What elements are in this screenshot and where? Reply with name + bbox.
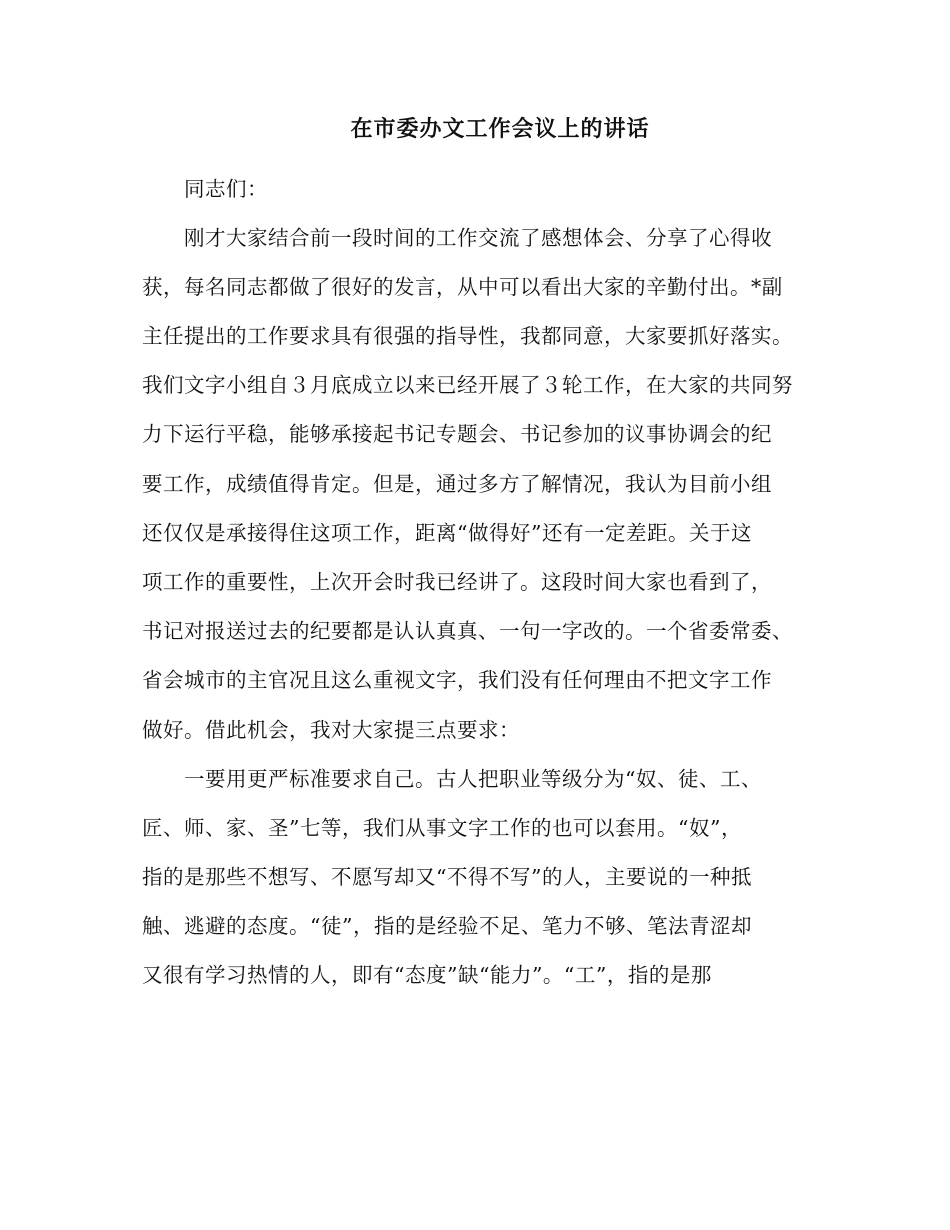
paragraph-line: 还仅仅是承接得住这项工作，距离“做得好”还有一定差距。关于这 <box>142 521 752 545</box>
paragraph-line: 要工作，成绩值得肯定。但是，通过多方了解情况，我认为目前小组 <box>142 472 772 496</box>
document-title: 在市委办文工作会议上的讲话 <box>350 116 650 142</box>
paragraph-line: 省会城市的主官况且这么重视文字，我们没有任何理由不把文字工作 <box>142 668 772 692</box>
paragraph-line: 指的是那些不想写、不愿写却又“不得不写”的人，主要说的一种抵 <box>142 865 752 889</box>
paragraph-line: 我们文字小组自３月底成立以来已经开展了３轮工作，在大家的共同努 <box>142 373 793 397</box>
paragraph-line: 匠、师、家、圣”七等，我们从事文字工作的也可以套用。“奴”， <box>142 816 742 840</box>
paragraph-line: 刚才大家结合前一段时间的工作交流了感想体会、分享了心得收 <box>184 226 772 250</box>
paragraph-line: 书记对报送过去的纪要都是认认真真、一句一字改的。一个省委常委、 <box>142 619 793 643</box>
salutation: 同志们： <box>184 177 268 201</box>
paragraph-line: 又很有学习热情的人，即有“态度”缺“能力”。“工”，指的是那 <box>142 963 712 987</box>
paragraph-line: 项工作的重要性，上次开会时我已经讲了。这段时间大家也看到了， <box>142 570 772 594</box>
paragraph-line: 触、逃避的态度。“徒”，指的是经验不足、笔力不够、笔法青涩却 <box>142 914 752 938</box>
paragraph-line: 力下运行平稳，能够承接起书记专题会、书记参加的议事协调会的纪 <box>142 422 772 446</box>
paragraph-line: 获，每名同志都做了很好的发言，从中可以看出大家的辛勤付出。*副 <box>142 275 783 299</box>
paragraph-line: 一要用更严标准要求自己。古人把职业等级分为“奴、徒、工、 <box>184 767 762 791</box>
paragraph-line: 主任提出的工作要求具有很强的指导性，我都同意，大家要抓好落实。 <box>142 324 793 348</box>
paragraph-line: 做好。借此机会，我对大家提三点要求： <box>142 718 520 742</box>
